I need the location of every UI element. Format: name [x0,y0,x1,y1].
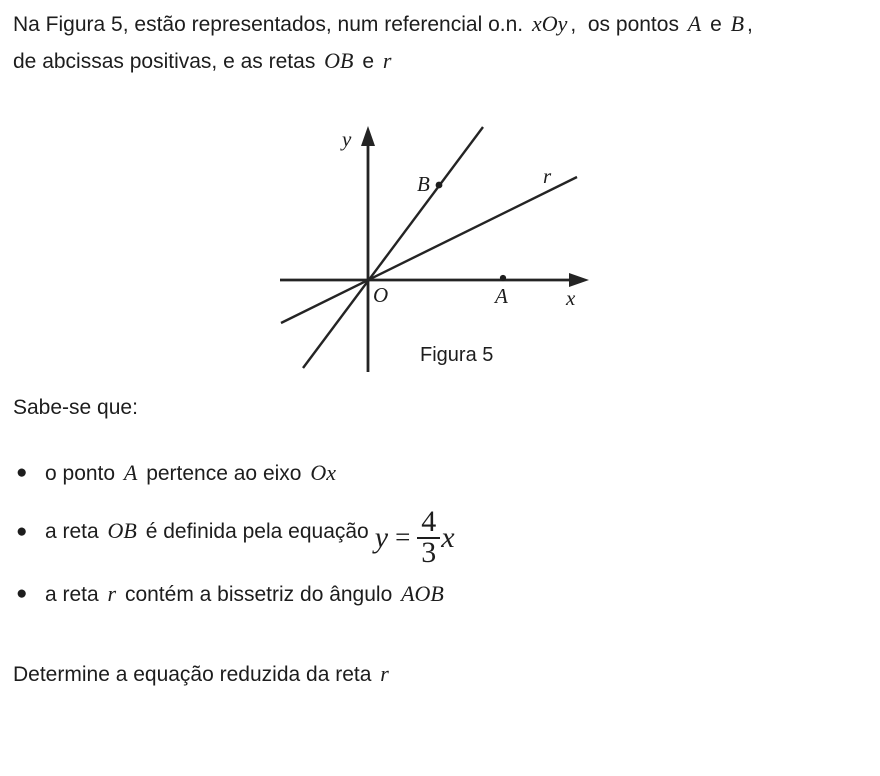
math-symbol-a: A [687,11,702,36]
given-heading: Sabe-se que: [13,396,138,419]
text-segment: pertence ao eixo [140,462,308,485]
text-segment: e [356,50,380,73]
fraction-denominator: 3 [421,535,437,569]
point-b-dot [436,182,443,189]
bullet-3-text [45,580,447,608]
math-symbol-aob: AOB [401,581,444,606]
intro-line-2 [13,47,394,75]
text-segment: de abcissas positivas, e as retas [13,50,322,73]
question-line [13,660,392,688]
math-symbol-ob: OB [107,518,137,543]
text-segment: , [747,13,753,36]
text-segment: a reta [45,520,105,543]
bullet-item-2 [13,503,455,569]
x-axis-arrowhead-icon [569,273,589,287]
bullet-2-text [45,517,369,545]
text-segment: Na Figura 5, estão representados, num referencial o.n. [13,13,529,36]
text-segment: Determine a equação reduzida da reta [13,663,378,686]
text-segment: , os pontos [570,13,685,36]
math-symbol-ob: OB [324,48,354,73]
text-segment: contém a bissetriz do ângulo [119,583,399,606]
math-symbol-r: r [107,581,117,606]
bullet-icon: ● [16,520,28,542]
fraction [417,504,440,569]
y-axis-label: y [342,127,352,151]
text-segment: é definida pela equação [139,520,369,543]
bullet-icon: ● [16,583,28,604]
line-ob [303,127,483,368]
bullet-1-text [45,459,339,487]
equation-variable: x [441,520,455,554]
point-b-label: B [417,172,430,196]
bullet-item-1 [13,459,339,487]
equation-lhs: y [374,520,389,554]
math-symbol-r: r [382,48,392,73]
math-symbol-a: A [123,460,138,485]
point-a-dot [500,275,506,281]
x-axis-label: x [566,286,576,310]
equals-sign: = [395,521,411,552]
text-segment: a reta [45,583,105,606]
point-a-label: A [495,284,508,308]
origin-label: O [373,283,389,307]
figure-5-diagram [258,112,594,378]
text-segment: e [704,13,728,36]
bullet-icon: ● [16,462,28,483]
fraction-numerator: 4 [417,508,440,539]
math-symbol-xoy: xOy [531,11,568,36]
math-symbol-r: r [380,661,389,686]
equation-ob [374,504,455,569]
math-symbol-ox: Ox [310,460,336,485]
intro-line-1 [13,10,753,38]
math-symbol-b: B [730,11,745,36]
text-segment: o ponto [45,462,121,485]
figure-caption: Figura 5 [420,344,494,366]
line-r-label: r [543,164,552,188]
bullet-item-3 [13,580,447,608]
y-axis-arrowhead-icon [361,126,375,146]
